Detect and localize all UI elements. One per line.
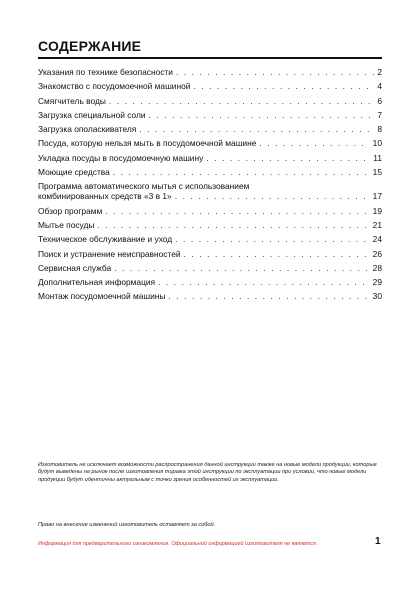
toc-entry[interactable]: [38, 291, 382, 301]
toc-entry-label-line2-row: [38, 191, 382, 201]
toc-entry-page: 7: [377, 109, 382, 120]
toc-entry-page: 6: [377, 95, 382, 106]
toc-entry-label: Посуда, которую нельзя мыть в посудомоечной машине: [38, 138, 257, 149]
toc-entry[interactable]: [38, 67, 382, 77]
toc-entry-label-line1: Программа автоматического мытья с использованием: [38, 181, 250, 192]
toc-leader-dots: [149, 110, 375, 120]
toc-entry-label: Моющие средства: [38, 167, 110, 178]
page-number: 1: [375, 536, 381, 547]
toc-entry[interactable]: [38, 220, 382, 230]
toc-entry-page: 15: [372, 167, 382, 178]
toc-entry[interactable]: [38, 181, 382, 201]
toc-entry-label: Техническое обслуживание и уход: [38, 234, 173, 245]
toc-entry-page: 19: [372, 205, 382, 216]
toc-entry-label: Обзор программ: [38, 205, 103, 216]
toc-entry-label: Дополнительная информация: [38, 277, 156, 288]
preliminary-info-notice: Информация для предварительного ознакомления. Официальной информацией изготовителя не является.: [38, 541, 318, 547]
toc-entry-label: Монтаж посудомоечной машины: [38, 291, 166, 302]
toc-entry-page: 10: [372, 138, 382, 149]
toc-entry-label: Мытье посуды: [38, 219, 95, 230]
toc-entry-label: Знакомство с посудомоечной машиной: [38, 81, 191, 92]
toc-entry-page: 21: [372, 219, 382, 230]
page-title: СОДЕРЖАНИЕ: [38, 38, 142, 54]
toc-entry[interactable]: [38, 249, 382, 259]
toc-entry-label: Сервисная служба: [38, 262, 112, 273]
toc-leader-dots: [175, 234, 370, 244]
toc-entry-page: 30: [372, 291, 382, 302]
toc-leader-dots: [259, 138, 369, 148]
toc-entry-label: Поиск и устранение неисправностей: [38, 248, 181, 259]
toc-entry-page: 24: [372, 234, 382, 245]
toc-entry[interactable]: [38, 110, 382, 120]
toc-entry[interactable]: [38, 167, 382, 177]
toc-entry[interactable]: [38, 234, 382, 244]
toc-leader-dots: [113, 167, 370, 177]
toc-entry-page: 4: [377, 81, 382, 92]
toc-leader-dots: [114, 263, 370, 273]
toc-entry[interactable]: [38, 124, 382, 134]
toc-entry[interactable]: [38, 263, 382, 273]
toc-entry-page: 11: [373, 152, 382, 163]
title-underline: [38, 57, 382, 59]
toc-leader-dots: [158, 277, 370, 287]
toc-entry[interactable]: [38, 96, 382, 106]
toc-leader-dots: [105, 206, 369, 216]
toc-entry-page: 8: [377, 124, 382, 135]
toc-entry-page: 26: [372, 248, 382, 259]
toc-entry-label: Загрузка специальной соли: [38, 109, 146, 120]
toc-entry-page: 29: [372, 277, 382, 288]
toc-entry-label: Указания по технике безопасности: [38, 67, 173, 77]
rights-reserved-note: Право на внесение изменений изготовитель оставляет за собой.: [38, 522, 216, 528]
toc-leader-dots: [193, 81, 374, 91]
toc-entry[interactable]: [38, 153, 382, 163]
toc-entry-label: Смягчитель воды: [38, 95, 106, 106]
toc-leader-dots: [176, 67, 374, 77]
toc-leader-dots: [206, 153, 370, 163]
toc-leader-dots: [97, 220, 369, 230]
toc-leader-dots: [139, 124, 374, 134]
toc-entry-page: 17: [372, 191, 382, 202]
manufacturer-disclaimer: Изготовитель не исключает возможности распространения данной инструкции также на новые модели продукции, которые будут выведены на рынок после изготовления тиража этой инструкции по эксплуатации при условии, что новые модели продукции будут идентичны актуальным с точки зрения особенностей их эксплуатации.: [38, 462, 377, 483]
toc-entry[interactable]: [38, 81, 382, 91]
toc-leader-dots: [168, 291, 369, 301]
toc-entry-label: Загрузка ополаскивателя: [38, 124, 137, 135]
toc-leader-dots: [184, 249, 370, 259]
toc-entry[interactable]: [38, 277, 382, 287]
toc-entry-label: Укладка посуды в посудомоечную машину: [38, 152, 204, 163]
table-of-contents: [38, 67, 382, 306]
toc-leader-dots: [109, 96, 374, 106]
toc-entry[interactable]: [38, 206, 382, 216]
toc-entry-label: комбинированных средств «3 в 1»: [38, 191, 172, 202]
toc-leader-dots: [175, 191, 370, 201]
toc-entry-page: 2: [377, 67, 382, 77]
toc-entry-page: 28: [372, 262, 382, 273]
toc-entry[interactable]: [38, 138, 382, 148]
